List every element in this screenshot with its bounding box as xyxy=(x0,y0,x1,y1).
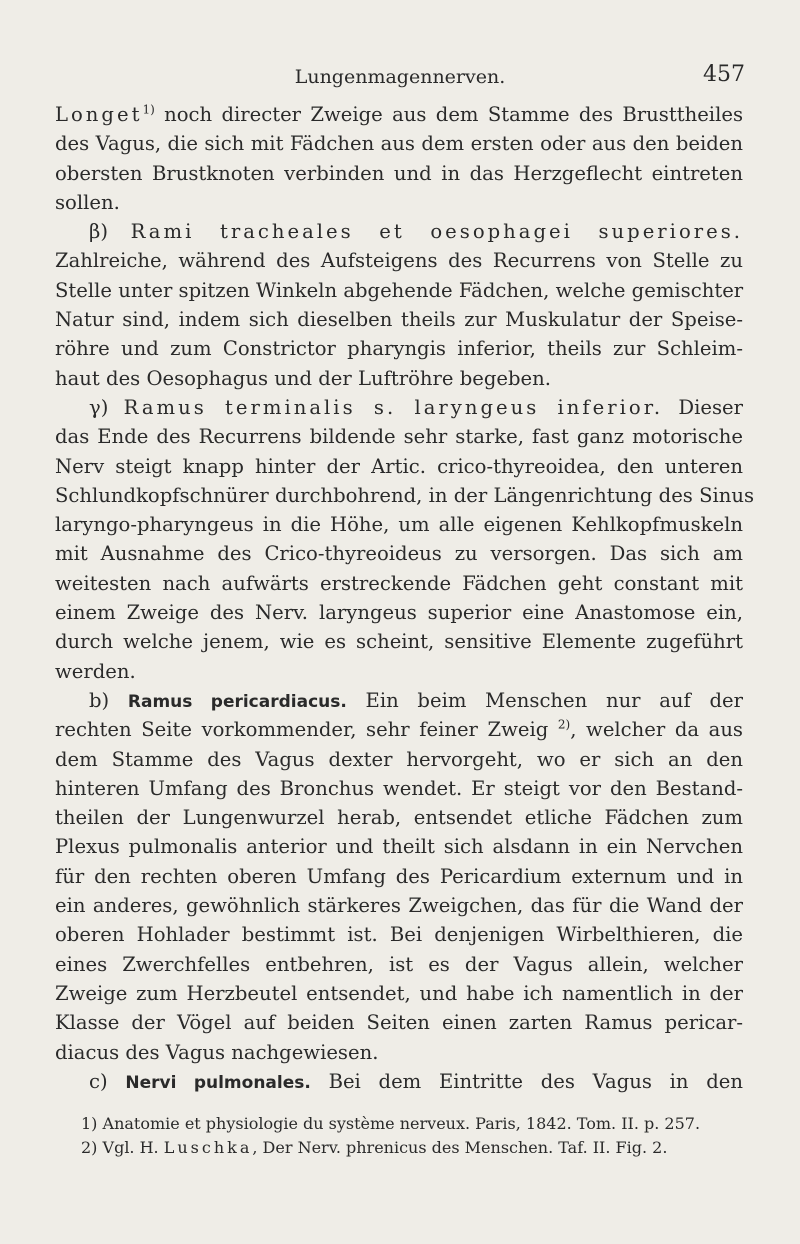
text-line: Nerv steigt knapp hinter der Artic. crico-thyreoidea, den unteren xyxy=(55,454,743,478)
page-number: 457 xyxy=(703,62,745,87)
section-heading-line: b) Ramus pericardiacus. Ein beim Menschen nur auf der xyxy=(89,688,743,712)
text-line: weitesten nach aufwärts erstreckende Fädchen geht constant mit xyxy=(55,571,743,595)
item-label: γ) xyxy=(89,395,109,419)
item-label: b) xyxy=(89,688,110,712)
footnote: 2) Vgl. H. Luschka, Der Nerv. phrenicus des Menschen. Taf. II. Fig. 2. xyxy=(81,1138,668,1157)
running-head: Lungenmagennerven. xyxy=(294,66,506,88)
text-line: oberen Hohlader bestimmt ist. Bei denjenigen Wirbelthieren, die xyxy=(55,923,743,947)
author-name: Luschka xyxy=(163,1138,253,1157)
text-line: für den rechten oberen Umfang des Pericardium externum und in xyxy=(55,864,743,888)
text-line: ein anderes, gewöhnlich stärkeres Zweigchen, das für die Wand der xyxy=(55,894,743,918)
text-line: Zweige zum Herzbeutel entsendet, und habe ich namentlich in der xyxy=(55,981,743,1005)
section-title: Ramus terminalis s. laryngeus inferior. xyxy=(123,395,664,419)
text-line: Longet$^{1)}$ noch directer Zweige aus dem Stamme des Brusttheiles xyxy=(55,102,743,126)
item-label: c) xyxy=(89,1069,108,1093)
text-line: Natur sind, indem sich dieselben theils zur Muskulatur der Speise- xyxy=(55,308,743,332)
section-title: Rami tracheales et oesophagei superiores. xyxy=(130,220,743,244)
text-line: des Vagus, die sich mit Fädchen aus dem ersten oder aus den beiden xyxy=(55,132,743,156)
footnotes xyxy=(55,1112,743,1160)
section-heading-line xyxy=(55,217,743,246)
section-heading-line: γ) Ramus terminalis s. laryngeus inferior. Dieser xyxy=(89,395,744,419)
item-label: β) xyxy=(89,220,108,244)
text-line: durch welche jenem, wie es scheint, sensitive Elemente zugeführt xyxy=(55,630,743,654)
text-line: rechten Seite vorkommender, sehr feiner Zweig $^{2)}$, welcher da aus xyxy=(55,717,743,742)
text-line: das Ende des Recurrens bildende sehr starke, fast ganz motorische xyxy=(55,425,743,449)
text-line: werden. xyxy=(55,659,136,683)
text-line: röhre und zum Constrictor pharyngis inferior, theils zur Schleim- xyxy=(55,337,743,361)
footnote-ref: 1) xyxy=(142,102,155,117)
text-line: Klasse der Vögel auf beiden Seiten einen zarten Ramus pericar- xyxy=(55,1011,743,1035)
text-line: hinteren Umfang des Bronchus wendet. Er steigt vor den Bestand- xyxy=(55,776,743,800)
text-line: mit Ausnahme des Crico-thyreoideus zu versorgen. Das sich am xyxy=(55,542,743,566)
body-text xyxy=(55,100,755,1096)
author-name: Longet xyxy=(55,103,143,126)
text-line: Plexus pulmonalis anterior und theilt sich alsdann in ein Nervchen xyxy=(55,835,743,859)
text-line: sollen. xyxy=(55,190,120,214)
text-line: obersten Brustknoten verbinden und in das Herzgeflecht eintreten xyxy=(55,161,743,185)
section-title: Nervi pulmonales. xyxy=(125,1072,311,1093)
text-line: eines Zwerchfelles entbehren, ist es der Vagus allein, welcher xyxy=(55,952,743,976)
text-line: laryngo-pharyngeus in die Höhe, um alle eigenen Kehlkopfmuskeln xyxy=(55,513,743,537)
section-heading-line: c) Nervi pulmonales. Bei dem Eintritte des Vagus in den xyxy=(89,1069,744,1093)
text-line: Schlundkopfschnürer durchbohrend, in der Längenrichtung des Sinus xyxy=(55,483,755,507)
text-line: Stelle unter spitzen Winkeln abgehende Fädchen, welche gemischter xyxy=(55,278,744,302)
text-line: haut des Oesophagus und der Luftröhre begeben. xyxy=(55,366,551,390)
text-line: Zahlreiche, während des Aufsteigens des Recurrens von Stelle zu xyxy=(55,249,743,273)
footnote: 1) Anatomie et physiologie du système nerveux. Paris, 1842. Tom. II. p. 257. xyxy=(81,1114,701,1133)
text-line: dem Stamme des Vagus dexter hervorgeht, wo er sich an den xyxy=(55,747,743,771)
footnote-ref: 2) xyxy=(557,717,571,732)
section-title: Ramus pericardiacus. xyxy=(127,691,347,712)
text-line: einem Zweige des Nerv. laryngeus superior eine Anastomose ein, xyxy=(55,601,743,625)
text-line: theilen der Lungenwurzel herab, entsendet etliche Fädchen zum xyxy=(55,806,743,830)
page-header xyxy=(55,62,745,92)
text-line: diacus des Vagus nachgewiesen. xyxy=(55,1040,379,1064)
